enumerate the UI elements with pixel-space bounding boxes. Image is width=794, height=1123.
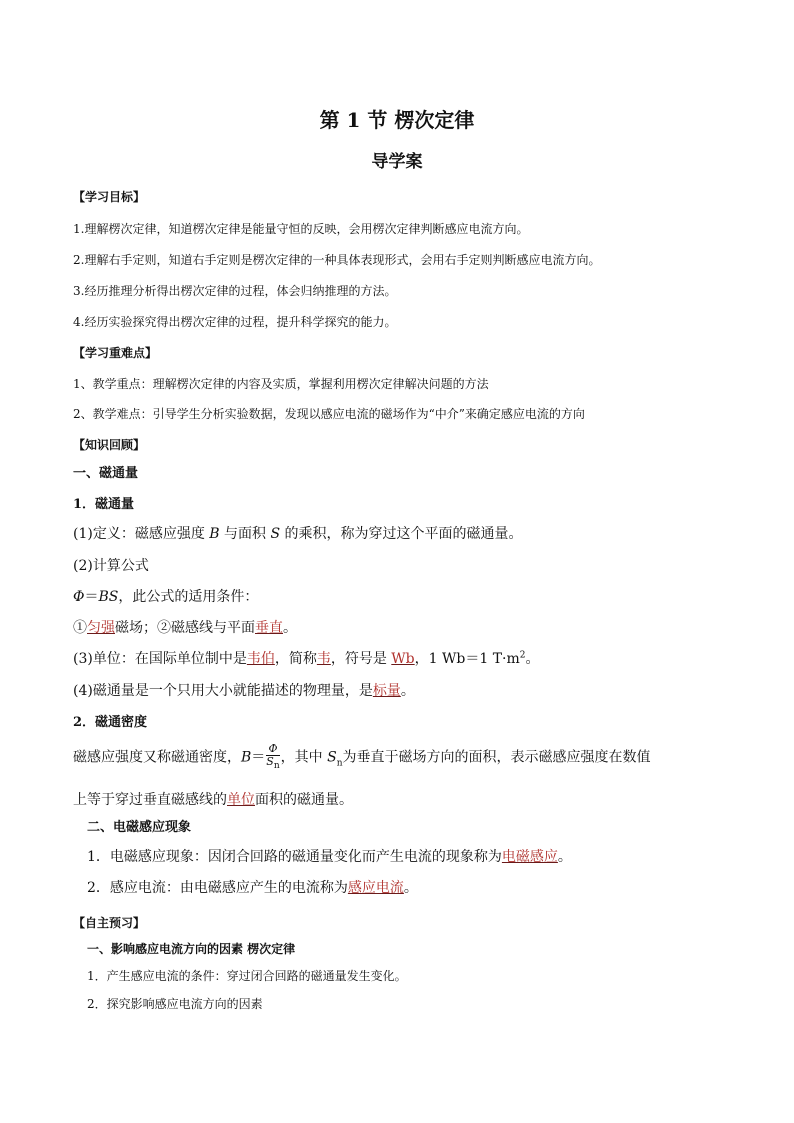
- page-subtitle: 导学案: [371, 152, 423, 172]
- section-title-induction: 二、电磁感应现象: [87, 820, 192, 835]
- section-title-flux: 一、磁通量: [73, 466, 139, 481]
- preview-heading: 【自主预习】: [73, 916, 146, 930]
- flux-definition: (1)定义：磁感应强度 B 与面积 S 的乘积，称为穿过这个平面的磁通量。: [73, 526, 523, 542]
- answer-blank: 韦: [316, 651, 331, 667]
- answer-blank: 韦伯: [246, 651, 275, 667]
- induction-item: 1．电磁感应现象：因闭合回路的磁通量变化而产生电流的现象称为电磁感应。: [87, 849, 572, 865]
- objective-item: 3.经历推理分析得出楞次定律的过程，体会归纳推理的方法。: [73, 284, 397, 298]
- key-points-heading: 【学习重难点】: [73, 346, 158, 360]
- preview-section-title: 一、影响感应电流方向的因素 楞次定律: [87, 942, 296, 956]
- answer-blank: 感应电流: [347, 880, 404, 896]
- answer-blank: 匀强: [87, 620, 115, 636]
- objective-item: 1.理解楞次定律，知道楞次定律是能量守恒的反映，会用楞次定律判断感应电流方向。: [73, 222, 529, 236]
- fraction: $\frac{\Phi}{S_n}$: [266, 742, 280, 772]
- answer-blank: Wb: [391, 651, 415, 667]
- objective-item: 4.经历实验探究得出楞次定律的过程，提升科学探究的能力。: [73, 315, 397, 329]
- answer-blank: 单位: [227, 792, 255, 808]
- preview-item: 1．产生感应电流的条件：穿过闭合回路的磁通量发生变化。: [87, 969, 407, 983]
- answer-blank: 电磁感应: [501, 849, 558, 865]
- flux-density-cont: 上等于穿过垂直磁感线的单位面积的磁通量。: [73, 792, 353, 808]
- key-point-item: 1、教学重点：理解楞次定律的内容及实质，掌握利用楞次定律解决问题的方法: [73, 377, 489, 391]
- review-heading: 【知识回顾】: [73, 438, 146, 452]
- answer-blank: 标量: [372, 683, 401, 699]
- preview-item: 2．探究影响感应电流方向的因素: [87, 997, 263, 1011]
- flux-scalar: (4)磁通量是一个只用大小就能描述的物理量，是标量。: [73, 683, 415, 699]
- key-point-item: 2、教学难点：引导学生分析实验数据，发现以感应电流的磁场作为“中介”来确定感应电流的方向: [73, 407, 585, 421]
- flux-density: 磁感应强度又称磁通密度，B＝ $\frac{\Phi}{S_n}$ ，其中 $S_n$为垂直于磁场方向的面积，表示磁感应强度在数值: [73, 742, 651, 772]
- induction-item: 2．感应电流：由电磁感应产生的电流称为感应电流。: [87, 880, 418, 896]
- subsection-title-density: 2．磁通密度: [73, 715, 148, 730]
- objectives-heading: 【学习目标】: [73, 190, 146, 204]
- page-title: 第 1 节 楞次定律: [319, 108, 475, 132]
- flux-conditions: ①匀强磁场；②磁感线与平面垂直。: [73, 620, 297, 636]
- answer-blank: 垂直: [255, 620, 283, 636]
- subsection-title-flux: 1．磁通量: [73, 497, 135, 512]
- formula-title: (2)计算公式: [73, 558, 149, 574]
- objective-item: 2.理解右手定则，知道右手定则是楞次定律的一种具体表现形式，会用右手定则判断感应电流方向。: [73, 253, 601, 267]
- flux-formula: Φ＝BS，此公式的适用条件：: [73, 589, 259, 605]
- flux-unit: (3)单位：在国际单位制中是韦伯，简称韦，符号是 Wb，1 Wb＝1 $T\cdot m^2$。: [73, 650, 540, 667]
